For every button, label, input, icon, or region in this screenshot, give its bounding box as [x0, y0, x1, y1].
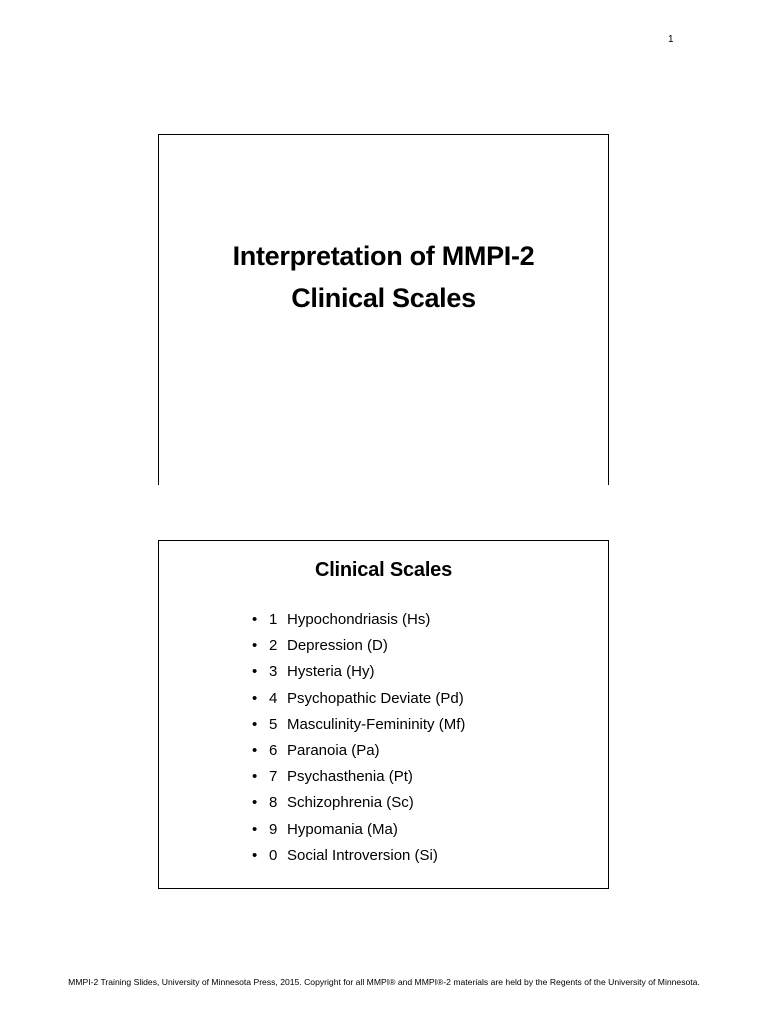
bullet-icon: • [252, 663, 258, 681]
list-item [252, 607, 465, 633]
scale-number: 2 [269, 637, 278, 655]
scale-label: Paranoia (Pa) [287, 741, 380, 759]
bullet-icon: • [252, 715, 258, 733]
list-item [252, 712, 465, 738]
scale-label: Hysteria (Hy) [287, 663, 375, 681]
scale-label: Masculinity-Femininity (Mf) [287, 715, 466, 733]
clinical-scales-slide [158, 540, 609, 889]
bullet-icon: • [252, 794, 258, 812]
list-item [252, 633, 465, 659]
list-item [252, 764, 465, 790]
slide-heading: Clinical Scales [314, 559, 453, 581]
list-item [252, 843, 465, 869]
scale-label: Social Introversion (Si) [287, 846, 438, 864]
scale-label: Depression (D) [287, 637, 388, 655]
clinical-scales-list [252, 607, 465, 869]
list-item [252, 659, 465, 685]
bullet-icon: • [252, 611, 258, 628]
scale-number: 0 [269, 846, 278, 864]
scale-number: 3 [269, 663, 278, 681]
copyright-footer: MMPI-2 Training Slides, University of Minnesota Press, 2015. Copyright for all MMPI® and MMPI®-2 materials are held by the Regents of the University of Minnesota. [68, 977, 700, 987]
scale-label: Hypochondriasis (Hs) [287, 611, 431, 628]
page-number: 1 [668, 34, 674, 45]
list-item [252, 686, 465, 712]
slide-title-line-2: Clinical Scales [291, 283, 476, 313]
bullet-icon: • [252, 820, 258, 838]
list-item [252, 817, 465, 843]
scale-label: Psychasthenia (Pt) [287, 768, 413, 786]
slide-title-line-1: Interpretation of MMPI-2 [232, 241, 535, 271]
bullet-icon: • [252, 689, 258, 707]
list-item [252, 738, 465, 764]
bullet-icon: • [252, 741, 258, 759]
scale-number: 5 [269, 715, 278, 733]
scale-number: 1 [269, 611, 278, 628]
slide-title [159, 235, 608, 319]
bullet-icon: • [252, 637, 258, 655]
scale-label: Schizophrenia (Sc) [287, 794, 414, 812]
bullet-icon: • [252, 768, 258, 786]
scale-number: 4 [269, 689, 278, 707]
scale-number: 7 [269, 768, 278, 786]
list-item [252, 790, 465, 816]
scale-label: Psychopathic Deviate (Pd) [287, 689, 464, 707]
title-slide [158, 134, 609, 485]
scale-number: 8 [269, 794, 278, 812]
bullet-icon: • [252, 846, 258, 864]
scale-number: 9 [269, 820, 278, 838]
scale-number: 6 [269, 741, 278, 759]
scale-label: Hypomania (Ma) [287, 820, 398, 838]
